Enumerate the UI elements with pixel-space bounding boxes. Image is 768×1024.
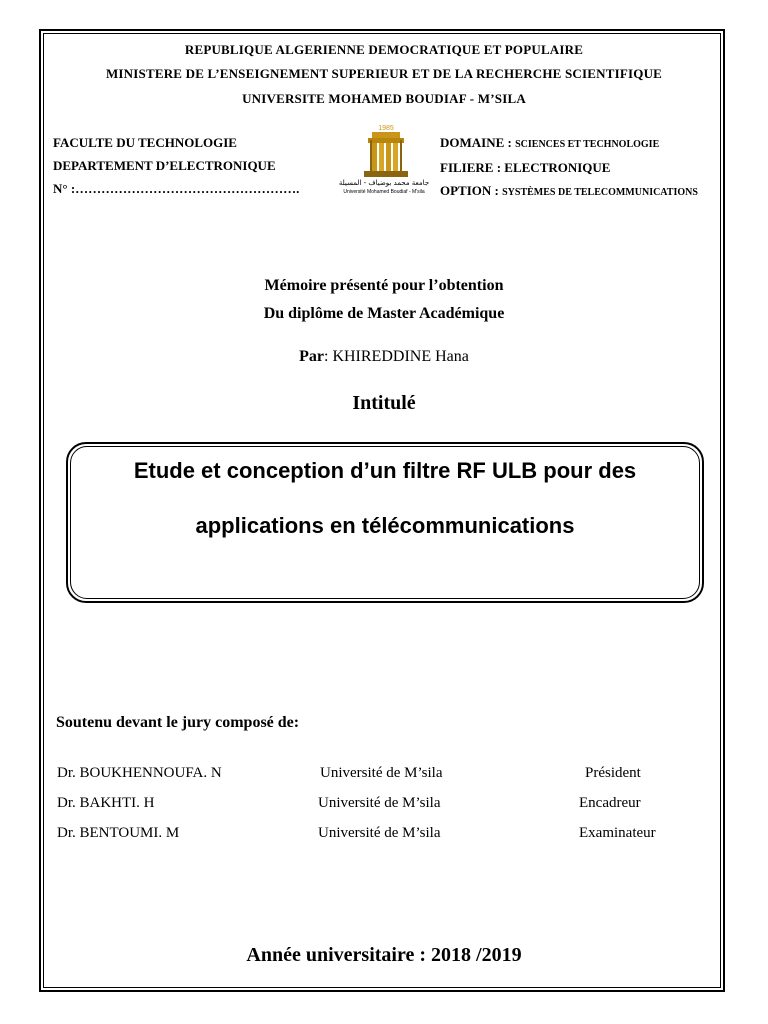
filiere-line: FILIERE : ELECTRONIQUE — [440, 160, 611, 175]
header-university: UNIVERSITE MOHAMED BOUDIAF - M’SILA — [242, 91, 526, 106]
program-info — [440, 131, 698, 204]
header-ministry: MINISTERE DE L’ENSEIGNEMENT SUPERIEUR ET DE LA RECHERCHE SCIENTIFIQUE — [105, 66, 663, 81]
domain-value: SCIENCES ET TECHNOLOGIE — [515, 139, 660, 150]
jury-university-2: Université de M’sila — [318, 795, 441, 811]
option-line — [440, 179, 698, 204]
memoire-line2: Du diplôme de Master Académique — [263, 305, 505, 322]
intitule-heading: Intitulé — [352, 392, 416, 414]
faculty-name: FACULTE DU TECHNOLOGIE — [53, 135, 237, 150]
university-logo — [334, 122, 430, 198]
domain-label: DOMAINE : — [440, 135, 516, 150]
jury-name-2: Dr. BAKHTI. H — [57, 795, 155, 811]
author-line — [0, 348, 768, 366]
jury-role-1: Président — [585, 765, 641, 781]
memoire-line1: Mémoire présenté pour l’obtention — [264, 277, 504, 294]
academic-year: Année universitaire : 2018 /2019 — [246, 944, 522, 966]
department-name: DEPARTEMENT D’ELECTRONIQUE — [53, 158, 276, 173]
thesis-title-line2: applications en télécommunications — [195, 513, 575, 538]
logo-year: 1985 — [378, 125, 394, 132]
author-name: : KHIREDDINE Hana — [324, 348, 469, 365]
jury-heading: Soutenu devant le jury composé de: — [56, 714, 300, 731]
jury-role-3: Examinateur — [579, 825, 656, 841]
header-republic: REPUBLIQUE ALGERIENNE DEMOCRATIQUE ET POPULAIRE — [184, 42, 584, 57]
author-label: Par — [299, 348, 324, 365]
jury-role-2: Encadreur — [579, 795, 641, 811]
logo-latin-text: Université Mohamed Boudiaf - M'sila — [343, 189, 425, 195]
logo-arabic-text: جامعة محمد بوضياف - المسيلة — [338, 179, 430, 187]
jury-university-3: Université de M’sila — [318, 825, 441, 841]
document-number: N° :……………………………………………. — [53, 181, 300, 196]
jury-name-3: Dr. BENTOUMI. M — [57, 825, 180, 841]
option-value: SYSTÈMES DE TELECOMMUNICATIONS — [502, 187, 698, 198]
faculty-info — [53, 131, 299, 200]
jury-university-1: Université de M’sila — [320, 765, 443, 781]
jury-name-1: Dr. BOUKHENNOUFA. N — [57, 765, 222, 781]
option-label: OPTION : — [440, 183, 503, 198]
thesis-title-line1: Etude et conception d’un filtre RF ULB pour des — [133, 458, 637, 483]
domain-line — [440, 131, 698, 156]
